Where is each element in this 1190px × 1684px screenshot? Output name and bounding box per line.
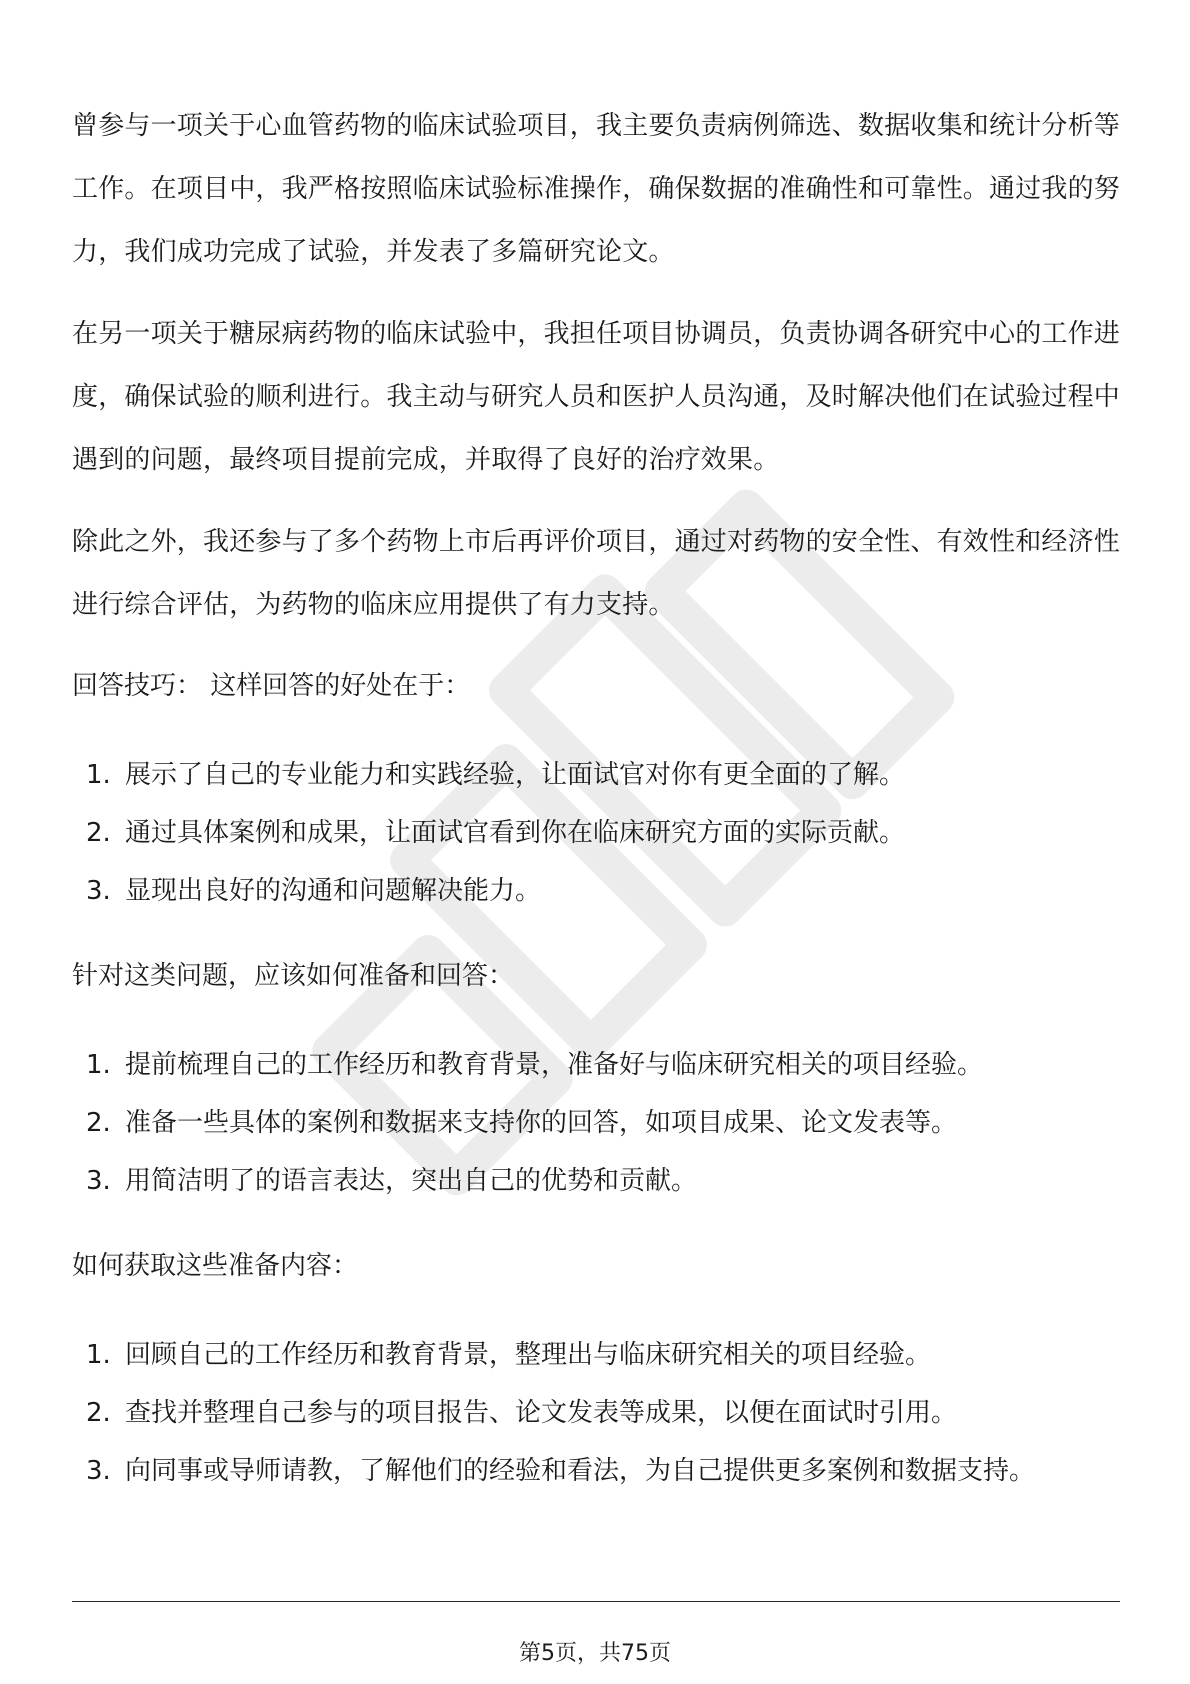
preparation-list — [72, 1036, 1122, 1210]
list-item — [72, 746, 1122, 804]
list-item-text: 回顾自己的工作经历和教育背景，整理出与临床研究相关的项目经验。 — [125, 1340, 932, 1370]
list-number: 1. — [86, 760, 111, 790]
paragraph-post-market: 除此之外，我还参与了多个药物上市后再评价项目，通过对药物的安全性、有效性和经济性进行综合评估，为药物的临床应用提供了有力支持。 — [72, 527, 1121, 620]
list-number: 2. — [86, 1398, 111, 1428]
document-page — [72, 95, 1122, 1526]
list-item — [72, 804, 1122, 862]
list-number: 1. — [86, 1340, 111, 1370]
list-item-text: 准备一些具体的案例和数据来支持你的回答，如项目成果、论文发表等。 — [125, 1108, 958, 1138]
paragraph-cardiovascular: 曾参与一项关于心血管药物的临床试验项目，我主要负责病例筛选、数据收集和统计分析等工作。在项目中，我严格按照临床试验标准操作，确保数据的准确性和可靠性。通过我的努力，我们成功完成了试验，并发表了多篇研究论文。 — [72, 111, 1121, 267]
list-item — [72, 1094, 1122, 1152]
paragraph-diabetes: 在另一项关于糖尿病药物的临床试验中，我担任项目协调员，负责协调各研究中心的工作进度，确保试验的顺利进行。我主动与研究人员和医护人员沟通，及时解决他们在试验过程中遇到的问题，最终项目提前完成，并取得了良好的治疗效果。 — [72, 319, 1121, 475]
list-number: 2. — [86, 1108, 111, 1138]
list-item — [72, 1384, 1122, 1442]
list-item — [72, 1152, 1122, 1210]
tips-list — [72, 746, 1122, 920]
footer-divider — [72, 1601, 1120, 1602]
section-heading-tips: 回答技巧： 这样回答的好处在于： — [72, 671, 471, 701]
list-item — [72, 862, 1122, 920]
sources-list — [72, 1326, 1122, 1500]
list-item — [72, 1442, 1122, 1500]
section-heading-preparation: 针对这类问题，应该如何准备和回答： — [72, 961, 515, 991]
page-number: 第5页，共75页 — [519, 1641, 671, 1666]
list-item-text: 向同事或导师请教，了解他们的经验和看法，为自己提供更多案例和数据支持。 — [125, 1456, 1036, 1486]
list-item-text: 查找并整理自己参与的项目报告、论文发表等成果，以便在面试时引用。 — [125, 1398, 958, 1428]
list-number: 3. — [86, 1166, 111, 1196]
list-item-text: 通过具体案例和成果，让面试官看到你在临床研究方面的实际贡献。 — [125, 818, 906, 848]
list-item — [72, 1326, 1122, 1384]
list-number: 3. — [86, 876, 111, 906]
section-heading-sources: 如何获取这些准备内容： — [72, 1251, 359, 1281]
list-number: 3. — [86, 1456, 111, 1486]
list-item — [72, 1036, 1122, 1094]
list-number: 2. — [86, 818, 111, 848]
list-item-text: 显现出良好的沟通和问题解决能力。 — [125, 876, 542, 906]
list-item-text: 展示了自己的专业能力和实践经验，让面试官对你有更全面的了解。 — [125, 760, 906, 790]
list-number: 1. — [86, 1050, 111, 1080]
list-item-text: 提前梳理自己的工作经历和教育背景，准备好与临床研究相关的项目经验。 — [125, 1050, 984, 1080]
list-item-text: 用简洁明了的语言表达，突出自己的优势和贡献。 — [125, 1166, 698, 1196]
